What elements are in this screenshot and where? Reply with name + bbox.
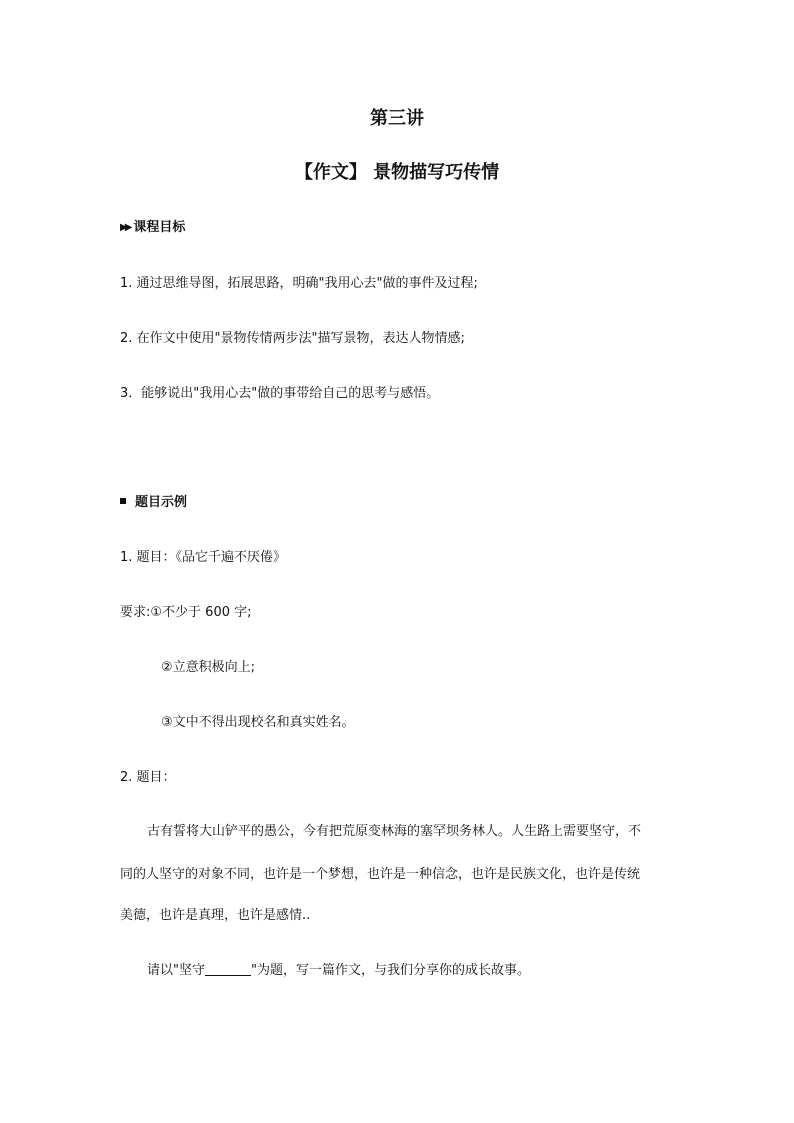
question-2-paragraph-line-2: 同的人坚守的对象不同，也许是一个梦想，也许是一种信念，也许是民族文化，也许是传统: [120, 867, 641, 882]
objective-item-3: 3．能够说出"我用心去"做的事带给自己的思考与感悟。: [120, 386, 440, 401]
square-bullet-icon: [120, 498, 126, 504]
question-1-title: 1. 题目：《品它千遍不厌倦》: [120, 550, 287, 565]
question-2-title: 2. 题目：: [120, 770, 176, 785]
double-arrow-icon: ▶▶: [120, 222, 130, 233]
page-title: 【作文】 景物描写巧传情: [294, 162, 500, 183]
examples-heading-text: 题目示例: [135, 495, 188, 510]
fill-in-blank: [205, 963, 251, 976]
objective-item-1: 1. 通过思维导图，拓展思路，明确"我用心去"做的事件及过程;: [120, 276, 478, 291]
question-1-requirement-2: ②立意积极向上;: [161, 660, 256, 675]
objectives-heading: [120, 219, 185, 237]
question-2-prompt: [147, 962, 530, 980]
question-2-paragraph-line-1: 古有誓将大山铲平的愚公，今有把荒原变林海的塞罕坝务林人。人生路上需要坚守，不: [147, 824, 642, 839]
prompt-text-after: "为题，写一篇作文，与我们分享你的成长故事。: [250, 963, 530, 978]
question-1-requirement-3: ③文中不得出现校名和真实姓名。: [161, 715, 355, 730]
question-2-paragraph-line-3: 美德，也许是真理，也许是感情..: [120, 908, 311, 923]
objective-item-2: 2. 在作文中使用"景物传情两步法"描写景物，表达人物情感;: [120, 331, 465, 346]
lecture-number: 第三讲: [370, 108, 424, 129]
examples-heading: [120, 494, 187, 512]
question-1-requirements: 要求:①不少于 600 字;: [120, 605, 252, 620]
objectives-heading-text: 课程目标: [133, 220, 186, 235]
prompt-text-before: 请以"坚守: [147, 963, 205, 978]
